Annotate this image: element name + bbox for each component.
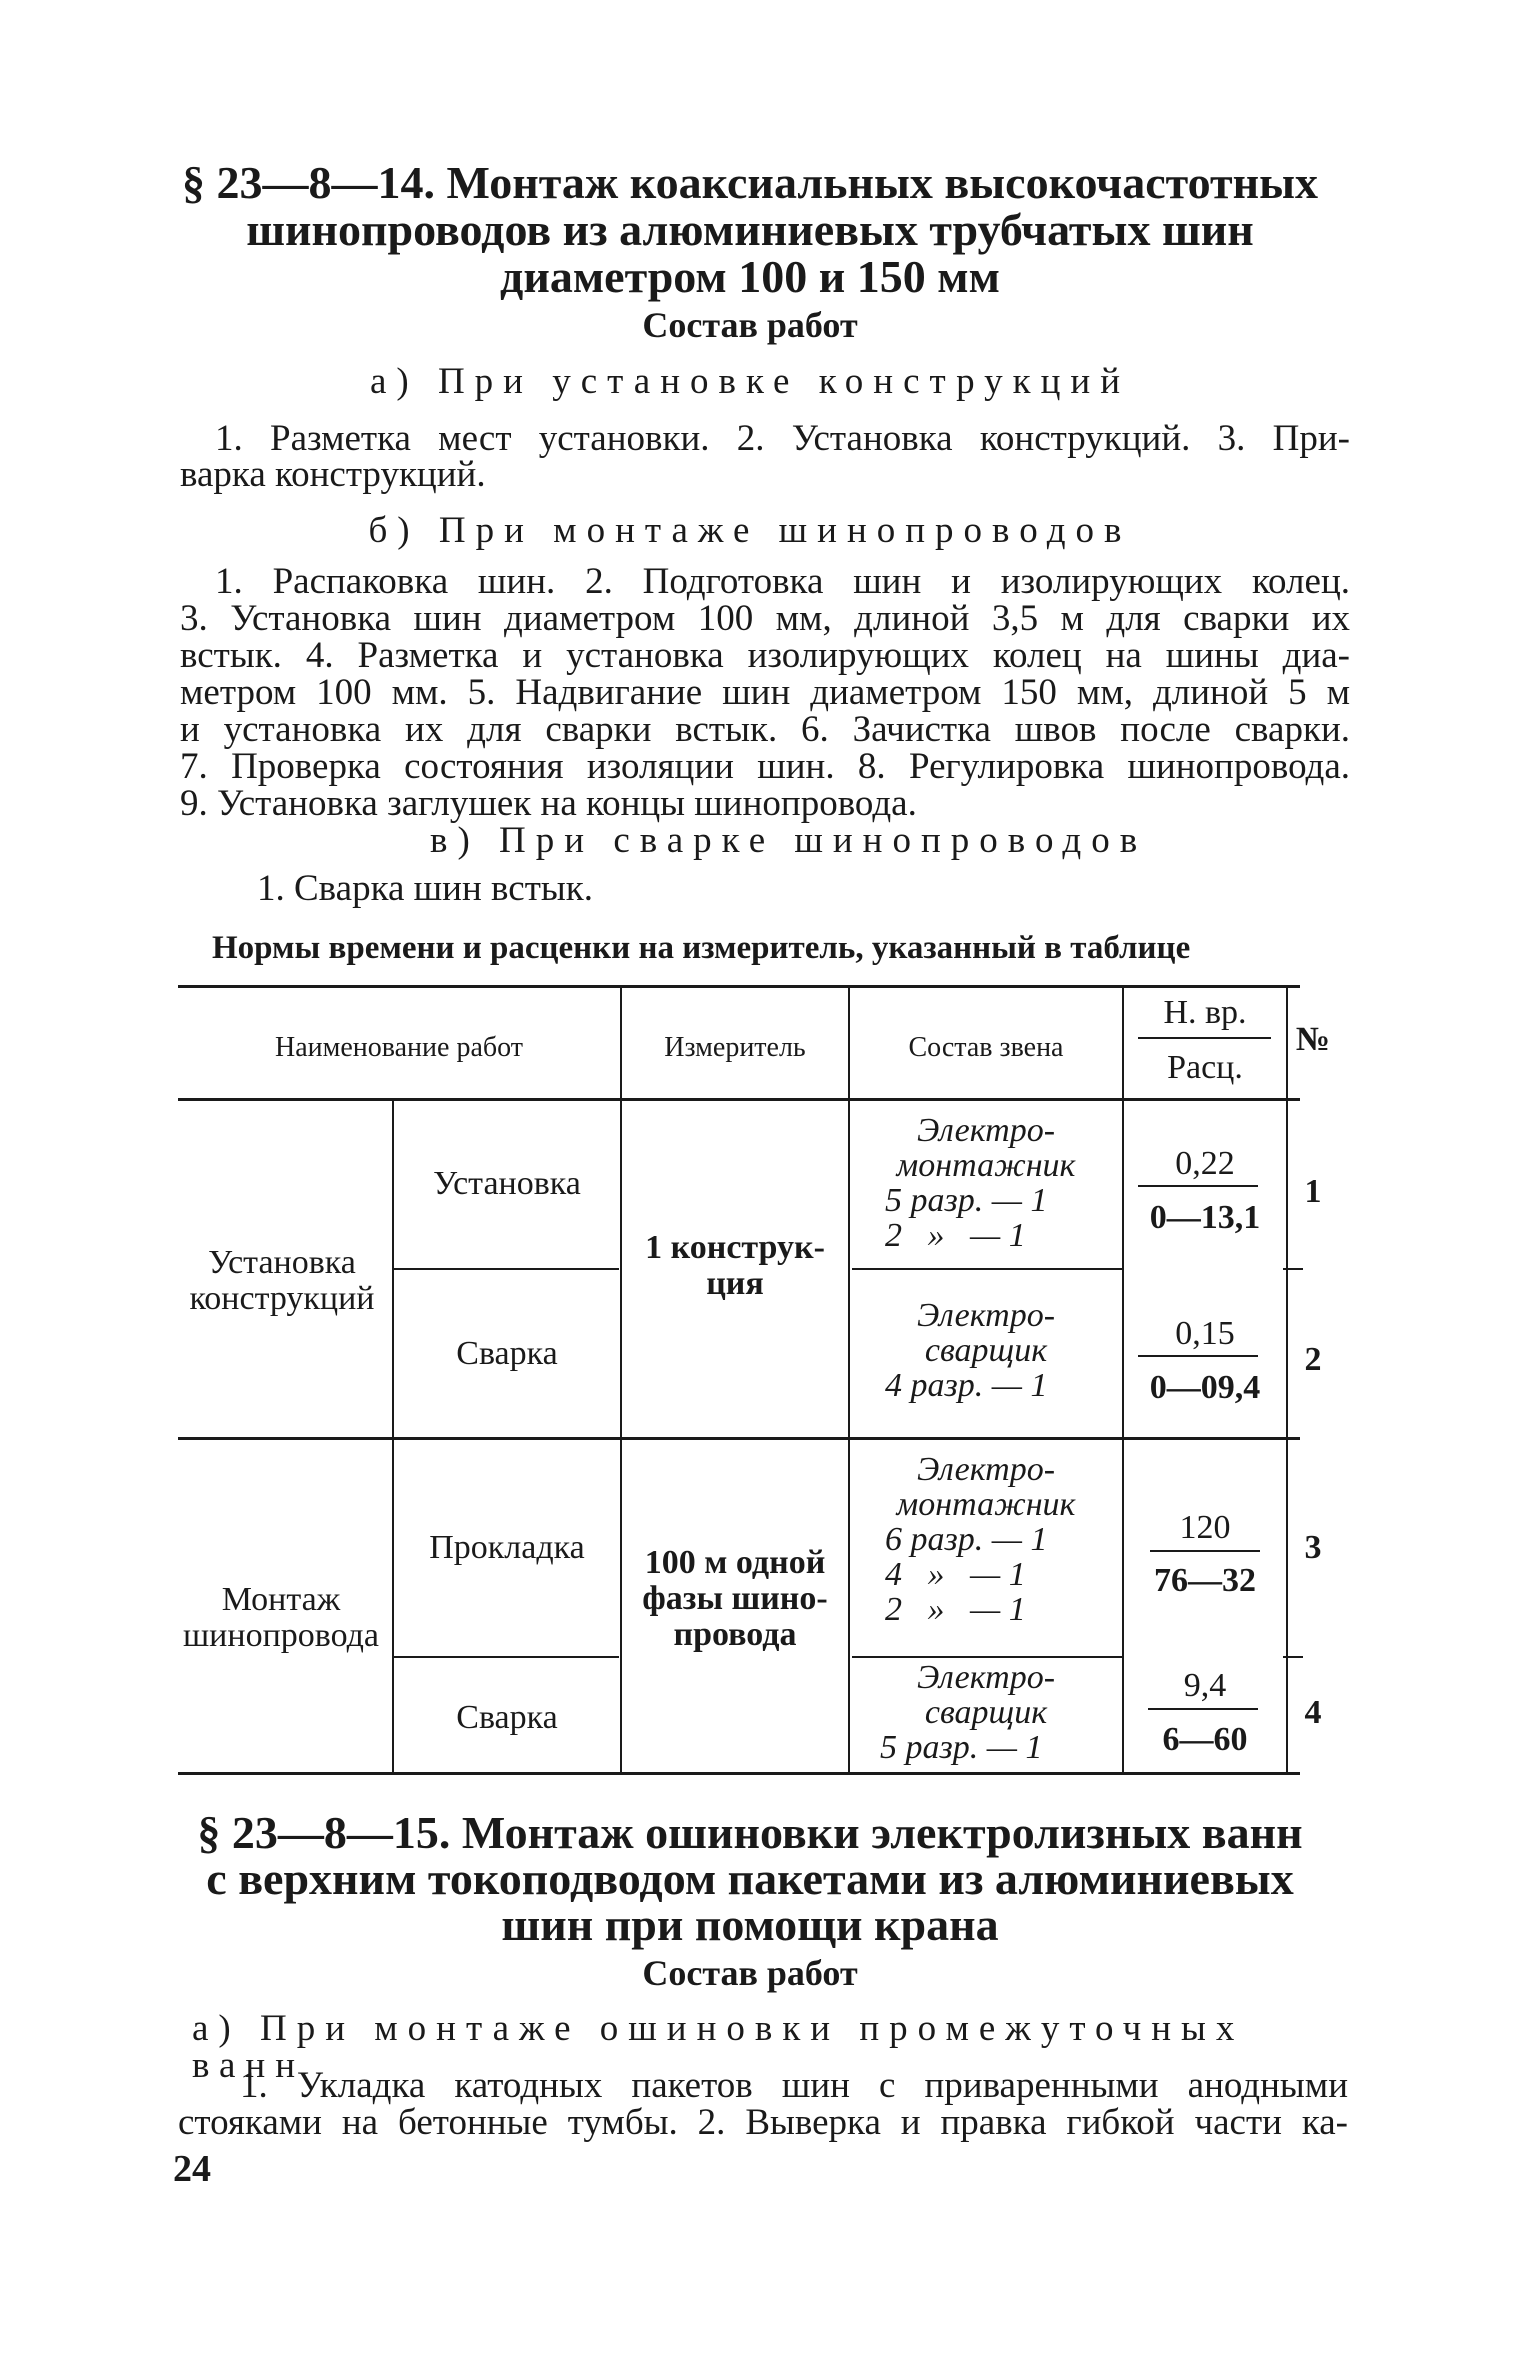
row4-crew-line3: 5 разр. — 1 <box>880 1729 1043 1766</box>
row1-crew-line4: 2 » — 1 <box>885 1217 1026 1254</box>
section2-a-line2: стояками на бетонные тумбы. 2. Выверка и правка гибкой части ка- <box>178 2102 1348 2143</box>
row3-crew-line1: Электро- <box>916 1451 1056 1488</box>
section1-sostav-label: Состав работ <box>642 305 858 345</box>
header-num: № <box>1295 1021 1331 1058</box>
section2-title-line1: § 23—8—15. Монтаж ошиновки электролизных ванн <box>197 1807 1303 1858</box>
section1-b-line5: и установка их для сварки встык. 6. Зачистка швов после сварки. <box>180 709 1350 750</box>
section1-b-line2: 3. Установка шин диаметром 100 мм, длиной 3,5 м для сварки их <box>180 598 1350 639</box>
row4-rate: 6—60 <box>1162 1721 1248 1758</box>
group1-unit-line2: ция <box>706 1265 764 1302</box>
section1-b-line6: 7. Проверка состояния изоляции шин. 8. Регулировка шинопровода. <box>180 746 1350 787</box>
row4-num: 4 <box>1304 1694 1322 1731</box>
row4-crew-line2: сварщик <box>924 1694 1048 1731</box>
row4-crew-line1: Электро- <box>916 1659 1056 1696</box>
norms-title: Нормы времени и расценки на измеритель, указанный в таблице <box>212 930 1191 966</box>
group2-name-line1: Монтаж <box>221 1581 341 1618</box>
row4-norm: 9,4 <box>1183 1667 1227 1704</box>
section1-b-line1: 1. Распаковка шин. 2. Подготовка шин и изолирующих колец. <box>215 561 1350 602</box>
row1-sub: Установка <box>433 1165 581 1202</box>
group1-name-line1: Установка <box>208 1244 356 1281</box>
section2-title-line2: с верхним токоподводом пакетами из алюминиевых <box>206 1853 1294 1904</box>
row3-norm: 120 <box>1179 1509 1231 1546</box>
group1-unit-line1: 1 конструк- <box>645 1229 825 1266</box>
row3-crew-line4: 4 » — 1 <box>885 1556 1026 1593</box>
group2-unit-line2: фазы шино- <box>642 1580 828 1617</box>
row3-crew-line3: 6 разр. — 1 <box>885 1521 1048 1558</box>
section1-title-line1: § 23—8—14. Монтаж коаксиальных высокочастотных <box>181 157 1319 208</box>
header-norm: Н. вр. <box>1163 994 1247 1031</box>
section2-sostav-label: Состав работ <box>642 1953 858 1993</box>
row3-sub: Прокладка <box>429 1529 585 1566</box>
header-name: Наименование работ <box>275 1032 523 1063</box>
section1-title-line3: диаметром 100 и 150 мм <box>500 251 1000 302</box>
section1-b-line7: 9. Установка заглушек на концы шинопровода. <box>180 783 917 824</box>
row1-num: 1 <box>1304 1173 1322 1210</box>
group2-unit-line1: 100 м одной <box>644 1544 826 1581</box>
header-unit: Измеритель <box>664 1032 806 1063</box>
row1-norm: 0,22 <box>1175 1145 1235 1182</box>
page-number: 24 <box>173 2148 211 2190</box>
section1-sub-c: в) При сварке шинопроводов <box>430 820 1148 861</box>
group2-name-line2: шинопровода <box>183 1617 379 1654</box>
section1-b-line3: встык. 4. Разметка и установка изолирующих колец на шины диа- <box>180 635 1350 676</box>
row1-crew-line2: монтажник <box>896 1147 1076 1184</box>
row2-rate: 0—09,4 <box>1149 1369 1261 1406</box>
group2-unit-line3: провода <box>673 1616 797 1653</box>
section1-sub-a: а) При установке конструкций <box>369 361 1131 402</box>
section2-a-line1: 1. Укладка катодных пакетов шин с приваренными анодными <box>240 2065 1348 2106</box>
section1-title-line2: шинопроводов из алюминиевых трубчатых шин <box>246 204 1254 255</box>
header-rate: Расц. <box>1167 1049 1243 1086</box>
row3-crew-line5: 2 » — 1 <box>885 1591 1026 1628</box>
row1-rate: 0—13,1 <box>1149 1199 1261 1236</box>
row2-crew-line3: 4 разр. — 1 <box>885 1367 1048 1404</box>
section1-a-line2: варка конструкций. <box>180 454 486 495</box>
section1-a-line1: 1. Разметка мест установки. 2. Установка конструкций. 3. При- <box>215 418 1350 459</box>
section1-b-line4: метром 100 мм. 5. Надвигание шин диаметром 150 мм, длиной 5 м <box>180 672 1350 713</box>
row2-sub: Сварка <box>456 1335 558 1372</box>
header-crew: Состав звена <box>908 1032 1064 1063</box>
row2-num: 2 <box>1304 1341 1322 1378</box>
row1-crew-line3: 5 разр. — 1 <box>885 1182 1048 1219</box>
row3-num: 3 <box>1304 1529 1322 1566</box>
row2-norm: 0,15 <box>1175 1315 1235 1352</box>
section1-c-line: 1. Сварка шин встык. <box>257 868 593 909</box>
row2-crew-line1: Электро- <box>916 1297 1056 1334</box>
row4-sub: Сварка <box>456 1699 558 1736</box>
row1-crew-line1: Электро- <box>916 1112 1056 1149</box>
row2-crew-line2: сварщик <box>924 1332 1048 1369</box>
section2-sub-a: а) При монтаже ошиновки промежуточных ванн <box>192 2008 1245 2086</box>
row3-rate: 76—32 <box>1154 1562 1256 1599</box>
section2-title-line3: шин при помощи крана <box>501 1899 999 1950</box>
row3-crew-line2: монтажник <box>896 1486 1076 1523</box>
section1-sub-b: б) При монтаже шинопроводов <box>368 510 1132 551</box>
group1-name-line2: конструкций <box>189 1280 375 1317</box>
